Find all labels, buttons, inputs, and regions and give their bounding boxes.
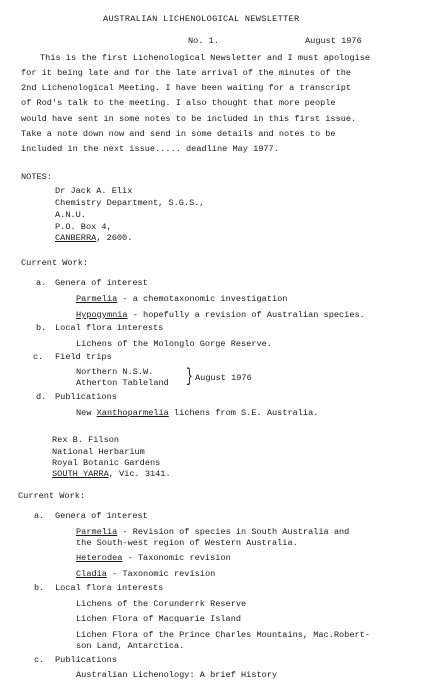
publication-entry: [76, 408, 318, 420]
notes-heading: NOTES:: [21, 172, 52, 182]
contact-city: CANBERRA: [55, 233, 97, 243]
brace: }: [186, 367, 193, 387]
flora-item: Lichen Flora of Macquarie Island: [76, 614, 242, 624]
flora-item: Lichens of the Corunderrk Reserve: [76, 599, 247, 609]
section-title: Publications: [55, 392, 117, 402]
item-marker: c.: [34, 655, 45, 665]
contact-institution: A.N.U.: [55, 210, 86, 220]
contact-postcode: , Vic. 3141.: [108, 469, 171, 479]
contact-city: SOUTH YARRA: [52, 469, 109, 479]
genus-entry: [76, 527, 349, 539]
section-title: Field trips: [55, 352, 112, 362]
item-marker: b.: [34, 583, 45, 593]
intro-line: 2nd Lichenological Meeting. I have been waiting for a transcript: [21, 83, 352, 93]
genus-name: Hypogymnia: [76, 310, 128, 320]
intro-line: included in the next issue..... deadline May 1977.: [21, 144, 279, 154]
contact-box: P.O. Box 4,: [55, 222, 112, 232]
issue-date: August 1976: [305, 36, 362, 46]
genus-description-cont: the South-west region of Western Australia.: [76, 538, 298, 548]
section-title: Local flora interests: [55, 323, 164, 333]
genus-name: Heterodea: [76, 553, 123, 563]
item-marker: d.: [36, 392, 47, 402]
section-title: Genera of interest: [55, 278, 148, 288]
flora-item: Lichens of the Molonglo Gorge Reserve.: [76, 339, 272, 349]
contact-name: Dr Jack A. Elix: [55, 186, 133, 196]
contact-department: Chemistry Department, S.G.S.,: [55, 198, 205, 208]
publication-suffix: lichens from S.E. Australia.: [168, 408, 319, 418]
intro-line: of Rod's talk to the meeting. I also thought that more people: [21, 98, 336, 108]
item-marker: a.: [36, 278, 47, 288]
genus-name: Parmelia: [76, 527, 118, 537]
genus-name: Cladia: [76, 569, 107, 579]
genus-name: Xanthoparmelia: [96, 408, 169, 418]
field-trip: Atherton Tableland: [76, 378, 169, 388]
section-title: Local flora interests: [55, 583, 164, 593]
intro-line: This is the first Lichenological Newsletter and I must apologise: [40, 53, 371, 63]
issue-number: No. 1.: [188, 36, 219, 46]
intro-line: would have sent in some notes to be included in this first issue.: [21, 114, 357, 124]
field-trip-date: August 1976: [195, 373, 252, 383]
current-work-heading: Current Work:: [21, 258, 89, 268]
genus-name: Parmelia: [76, 294, 118, 304]
item-marker: c.: [33, 352, 44, 362]
flora-item: Lichen Flora of the Prince Charles Mountains, Mac.Robert-: [76, 630, 370, 640]
genus-description: - Revision of species in South Australia and: [117, 527, 350, 537]
genus-entry: [76, 310, 365, 322]
genus-description: - Taxonomic revision: [106, 569, 216, 579]
intro-line: for it being late and for the late arrival of the minutes of the: [21, 68, 352, 78]
item-marker: b.: [36, 323, 47, 333]
field-trip: Northern N.S.W.: [76, 367, 154, 377]
genus-entry: [76, 569, 215, 581]
contact-address: [52, 469, 171, 481]
publication-prefix: New: [76, 408, 97, 418]
contact-gardens: Royal Botanic Gardens: [52, 458, 161, 468]
current-work-heading: Current Work:: [18, 491, 86, 501]
section-title: Genera of interest: [55, 511, 148, 521]
genus-entry: [76, 294, 287, 306]
genus-description: - hopefully a revision of Australian species.: [127, 310, 365, 320]
newsletter-title: AUSTRALIAN LICHENOLOGICAL NEWSLETTER: [103, 14, 300, 24]
intro-line: Take a note down now and send in some details and notes to be: [21, 129, 336, 139]
contact-address: [55, 233, 132, 245]
section-title: Publications: [55, 655, 117, 665]
contact-postcode: , 2600.: [96, 233, 133, 243]
contact-institution: National Herbarium: [52, 447, 145, 457]
genus-description: - Taxonomic revision: [122, 553, 231, 563]
genus-entry: [76, 553, 231, 565]
item-marker: a.: [34, 511, 45, 521]
publication-entry: Australian Lichenology: A brief History: [76, 670, 278, 680]
genus-description: - a chemotaxonomic investigation: [117, 294, 288, 304]
flora-item: son Land, Antarctica.: [76, 641, 185, 651]
contact-name: Rex B. Filson: [52, 435, 120, 445]
